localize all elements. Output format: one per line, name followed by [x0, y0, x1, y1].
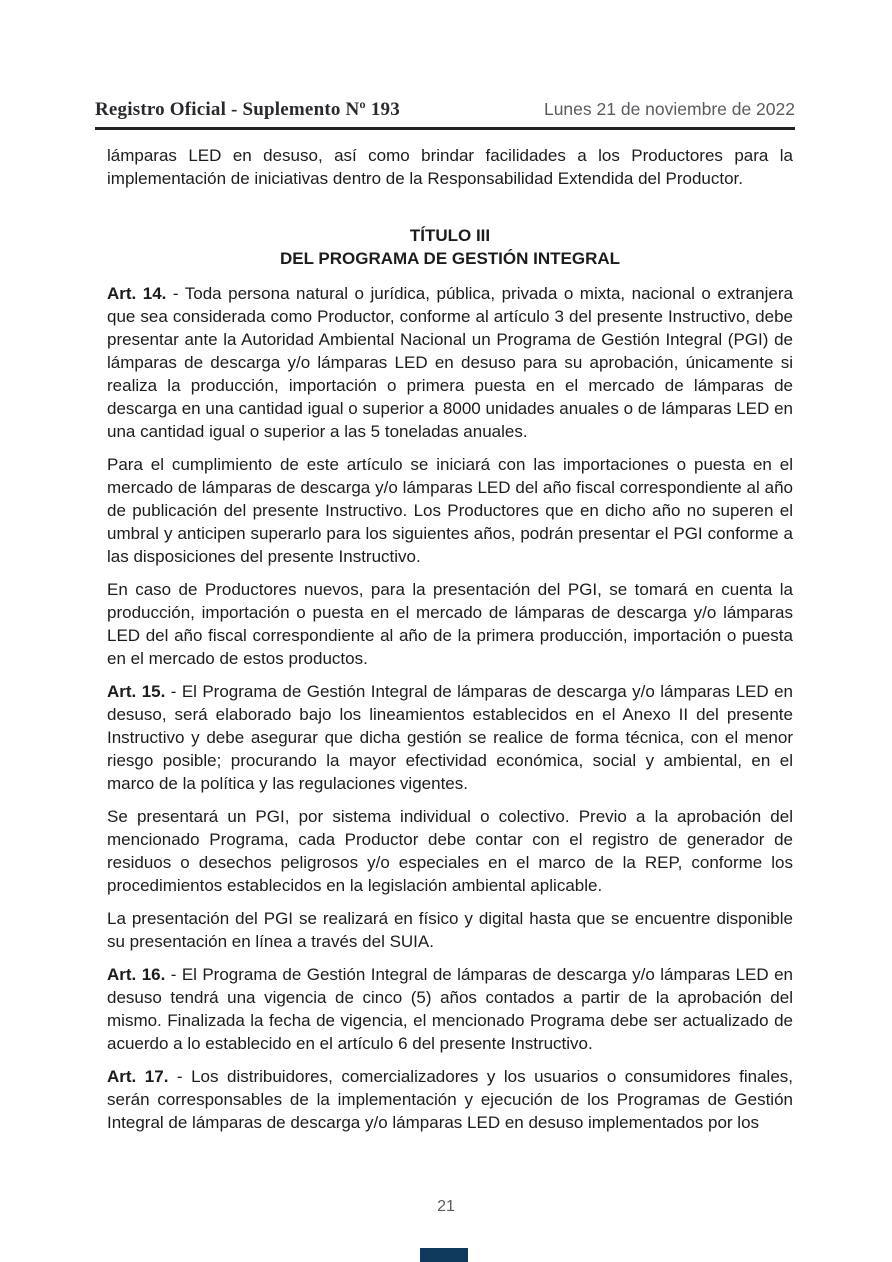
page-header [95, 99, 795, 130]
article-label: Art. 14. [107, 284, 167, 303]
paragraph-article-15 [107, 680, 793, 795]
paragraph-article-15-cont-2 [107, 907, 793, 953]
header-date: Lunes 21 de noviembre de 2022 [543, 99, 795, 119]
article-label: Art. 15. [107, 682, 166, 701]
paragraph-text: - Toda persona natural o jurídica, pública, privada o mixta, nacional o extranjera que sea considerada como Productor, conforme al artículo 3 del presente Instructivo, debe presentar ante la Autoridad Ambiental Nacional un Programa de Gestión Integral (PGI) de lámparas de descarga y/o lámparas LED en desuso para su aprobación, únicamente si realiza la producción, importación o primera puesta en el mercado de lámparas de descarga en una cantidad igual o superior a 8000 unidades anuales o de lámparas LED en una cantidad igual o superior a las 5 toneladas anuales. [107, 284, 793, 441]
paragraph-text: En caso de Productores nuevos, para la presentación del PGI, se tomará en cuenta la producción, importación o puesta en el mercado de lámparas de descarga y/o lámparas LED del año fiscal correspondiente al año de la primera producción, importación o puesta en el mercado de estos productos. [107, 580, 793, 668]
paragraph-text: La presentación del PGI se realizará en físico y digital hasta que se encuentre disponible su presentación en línea a través del SUIA. [107, 909, 793, 951]
header-row [95, 99, 795, 121]
paragraph-article-17 [107, 1065, 793, 1134]
section-title-line2: DEL PROGRAMA DE GESTIÓN INTEGRAL [279, 249, 621, 268]
paragraph-intro-continuation [107, 144, 793, 190]
paragraph-text: Se presentará un PGI, por sistema individual o colectivo. Previo a la aprobación del mencionado Programa, cada Productor debe contar con el registro de generador de residuos o desechos peligrosos y/o especiales en el marco de la REP, conforme los procedimientos establecidos en la legislación ambiental aplicable. [107, 807, 793, 895]
paragraph-text: - El Programa de Gestión Integral de lámparas de descarga y/o lámparas LED en desuso tendrá una vigencia de cinco (5) años contados a partir de la aprobación del mismo. Finalizada la fecha de vigencia, el mencionado Programa debe ser actualizado de acuerdo a lo establecido en el artículo 6 del presente Instructivo. [107, 965, 793, 1053]
paragraph-text: lámparas LED en desuso, así como brindar facilidades a los Productores para la implementación de iniciativas dentro de la Responsabilidad Extendida del Productor. [107, 146, 793, 188]
header-publication-title: Registro Oficial - Suplemento Nº 193 [95, 99, 400, 120]
header-rule [95, 127, 795, 130]
paragraph-article-14 [107, 282, 793, 443]
paragraph-text: - El Programa de Gestión Integral de lámparas de descarga y/o lámparas LED en desuso, será elaborado bajo los lineamientos establecidos en el Anexo II del presente Instructivo y debe asegurar que dicha gestión se realice de forma técnica, con el menor riesgo posible; procurando la mayor efectividad económica, social y ambiental, en el marco de la política y las regulaciones vigentes. [107, 682, 793, 793]
document-body [107, 144, 793, 1144]
paragraph-article-14-cont-2 [107, 578, 793, 670]
section-title [107, 224, 793, 270]
paragraph-article-14-cont-1 [107, 453, 793, 568]
paragraph-article-15-cont-1 [107, 805, 793, 897]
section-title-line1: TÍTULO III [409, 226, 491, 245]
page-number: 21 [437, 1198, 455, 1215]
article-label: Art. 17. [107, 1067, 169, 1086]
footer-brand-mark [420, 1248, 468, 1262]
paragraph-text: Para el cumplimiento de este artículo se iniciará con las importaciones o puesta en el mercado de lámparas de descarga y/o lámparas LED del año fiscal correspondiente al año de publicación del presente Instructivo. Los Productores que en dicho año no superen el umbral y anticipen superarlo para los siguientes años, podrán presentar el PGI conforme a las disposiciones del presente Instructivo. [107, 455, 793, 566]
article-label: Art. 16. [107, 965, 166, 984]
paragraph-text: - Los distribuidores, comercializadores y los usuarios o consumidores finales, serán corresponsables de la implementación y ejecución de los Programas de Gestión Integral de lámparas de descarga y/o lámparas LED en desuso implementados por los [107, 1067, 793, 1132]
paragraph-article-16 [107, 963, 793, 1055]
